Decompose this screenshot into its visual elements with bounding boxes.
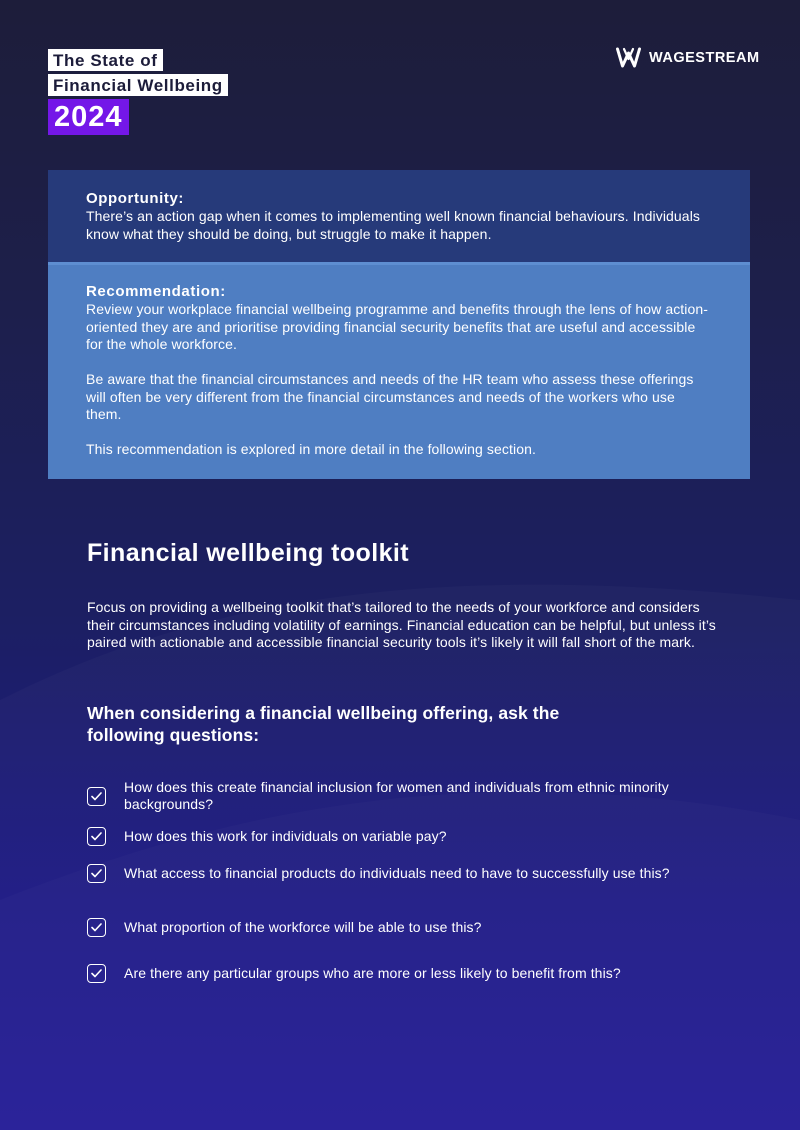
question-text: How does this create financial inclusion for women and individuals from ethnic minority backgrounds? bbox=[124, 779, 669, 812]
checkbox-checked-icon bbox=[87, 827, 106, 846]
report-title-line-1: The State of bbox=[48, 49, 163, 71]
checkbox-checked-icon bbox=[87, 787, 106, 806]
recommendation-heading: Recommendation: bbox=[86, 283, 226, 300]
questions-heading: When considering a financial wellbeing offering, ask the following questions: bbox=[87, 703, 560, 745]
recommendation-panel bbox=[48, 262, 750, 479]
wagestream-w-logo-icon bbox=[616, 47, 641, 68]
question-text: Are there any particular groups who are more or less likely to benefit from this? bbox=[124, 965, 621, 981]
question-text: What access to financial products do individuals need to have to successfully use this? bbox=[124, 865, 670, 881]
recommendation-paragraph: This recommendation is explored in more detail in the following section. bbox=[86, 441, 536, 457]
opportunity-panel bbox=[48, 170, 750, 262]
checkbox-checked-icon bbox=[87, 864, 106, 883]
brand-name: WAGESTREAM bbox=[649, 49, 760, 66]
question-item bbox=[87, 918, 727, 937]
recommendation-paragraph: Review your workplace financial wellbeing programme and benefits through the lens of how action-oriented they are and prioritise providing financial security benefits that are useful and accessible for the whole workforce. bbox=[86, 301, 709, 352]
recommendation-paragraph: Be aware that the financial circumstances and needs of the HR team who assess these offerings will often be very different from the financial circumstances and needs of the workers who use them. bbox=[86, 371, 694, 422]
checkbox-checked-icon bbox=[87, 918, 106, 937]
question-text: How does this work for individuals on variable pay? bbox=[124, 828, 447, 844]
question-item bbox=[87, 779, 727, 813]
question-text: What proportion of the workforce will be able to use this? bbox=[124, 919, 482, 935]
section-title: Financial wellbeing toolkit bbox=[87, 539, 409, 567]
opportunity-heading: Opportunity: bbox=[86, 190, 185, 207]
report-title bbox=[48, 49, 228, 135]
question-item bbox=[87, 827, 727, 846]
toolkit-intro: Focus on providing a wellbeing toolkit that’s tailored to the needs of your workforce and considers their circumstances including volatility of earnings. Financial education can be helpful, but unless it’s paired with actionable and accessible financial security tools it’s likely it will fall short of the mark. bbox=[87, 599, 716, 650]
question-item bbox=[87, 864, 727, 883]
wagestream-logo bbox=[616, 47, 760, 68]
checkbox-checked-icon bbox=[87, 964, 106, 983]
report-year: 2024 bbox=[48, 99, 129, 135]
report-title-line-2: Financial Wellbeing bbox=[48, 74, 228, 96]
question-item bbox=[87, 964, 727, 983]
opportunity-text: There’s an action gap when it comes to implementing well known financial behaviours. Individuals know what they should be doing, but struggle to make it happen. bbox=[86, 208, 701, 242]
